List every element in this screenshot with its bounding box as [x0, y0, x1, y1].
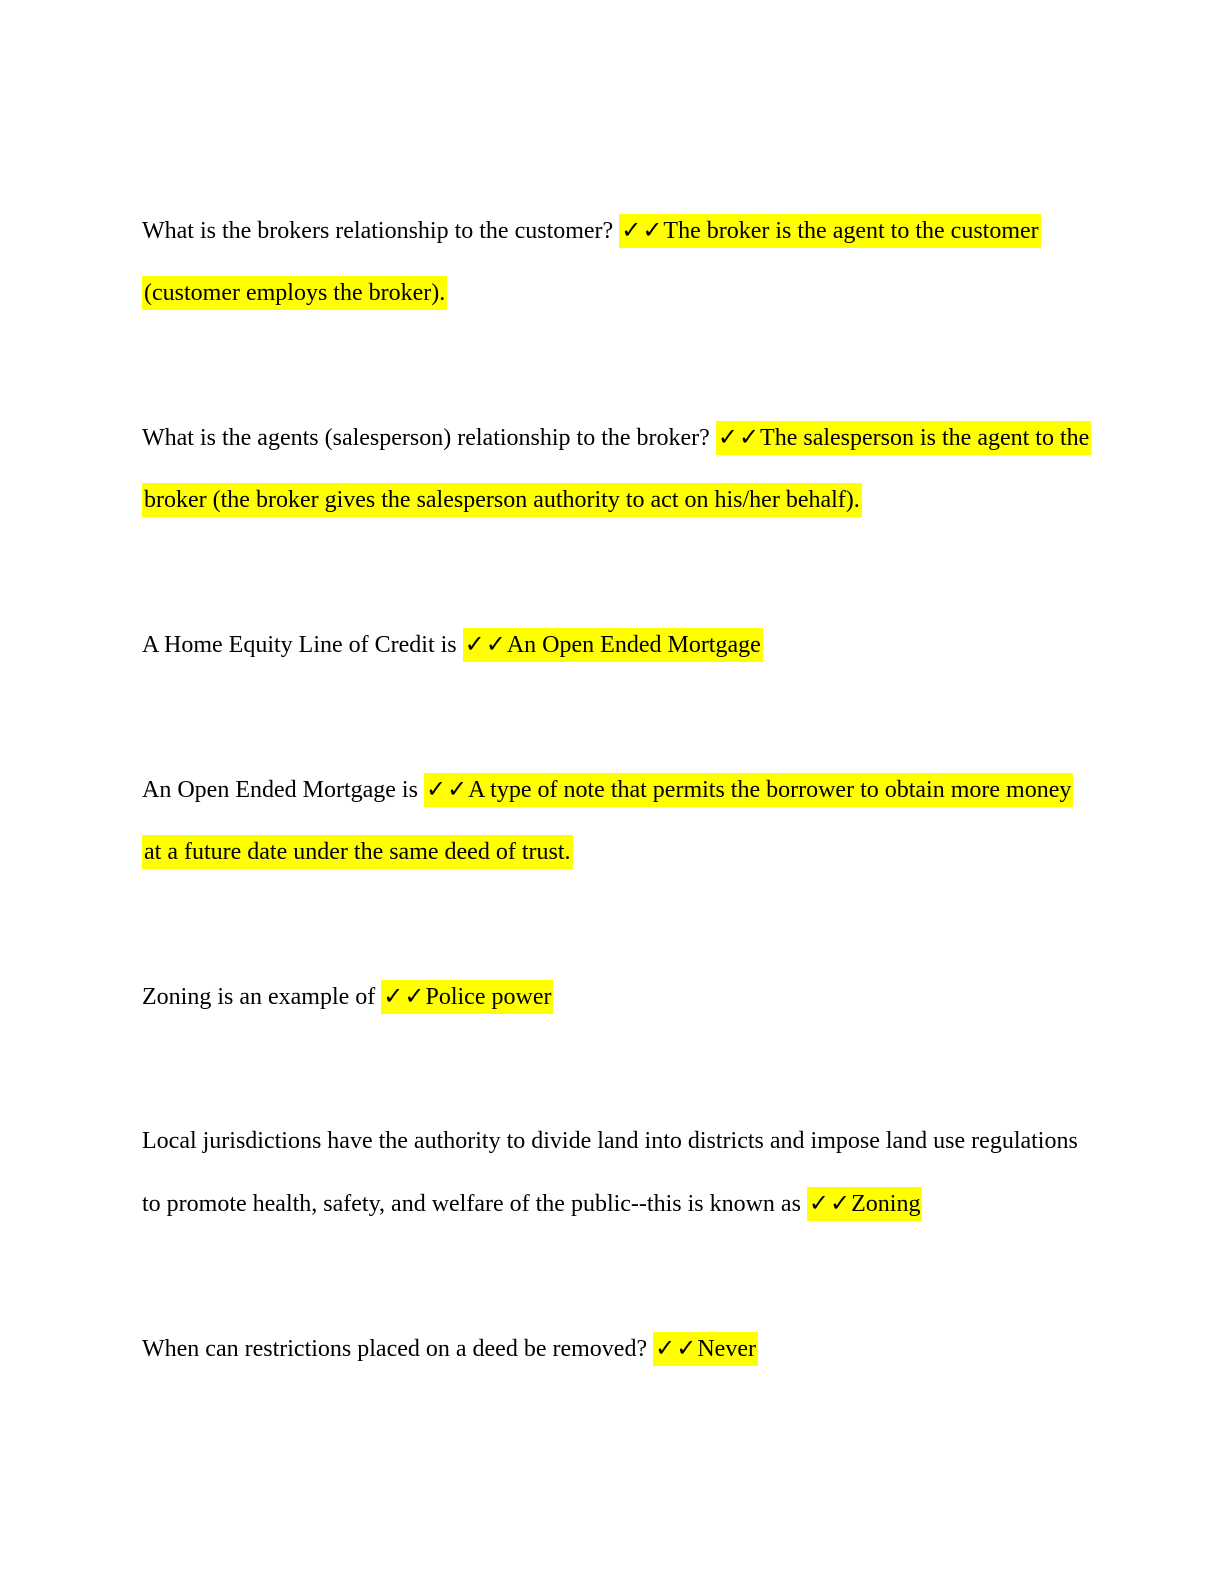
answer-text: A type of note that permits the borrower to obtain more money at a future date under the same deed of trust.	[144, 777, 1072, 865]
question-text: Local jurisdictions have the authority to divide land into districts and impose land use regulations to promote health, safety, and welfare of the public--this is known as	[142, 1128, 1078, 1217]
qa-item	[142, 1317, 1094, 1380]
qa-list	[142, 199, 1094, 1380]
answer-text: An Open Ended Mortgage	[506, 632, 761, 658]
qa-item	[142, 1110, 1094, 1235]
question-text: What is the brokers relationship to the customer?	[142, 218, 620, 244]
qa-item	[142, 965, 1094, 1028]
answer-text: Police power	[425, 984, 552, 1010]
checkmarks-icon: ✓✓	[621, 216, 664, 244]
checkmarks-icon: ✓✓	[655, 1334, 698, 1362]
question-text: When can restrictions placed on a deed be removed?	[142, 1336, 654, 1362]
question-text: An Open Ended Mortgage is	[142, 777, 424, 803]
checkmarks-icon: ✓✓	[425, 775, 469, 803]
question-text: Zoning is an example of	[142, 984, 382, 1010]
highlighted-answer	[463, 628, 763, 662]
highlighted-answer	[381, 980, 553, 1014]
checkmarks-icon: ✓✓	[808, 1189, 852, 1217]
question-text: A Home Equity Line of Credit is	[142, 632, 463, 658]
checkmarks-icon: ✓✓	[464, 630, 507, 658]
highlighted-answer	[807, 1187, 923, 1221]
qa-item	[142, 758, 1094, 883]
answer-text: The broker is the agent to the customer (customer employs the broker).	[144, 218, 1039, 306]
question-text: What is the agents (salesperson) relationship to the broker?	[142, 425, 716, 451]
answer-text: The salesperson is the agent to the broker (the broker gives the salesperson authority to act on his/her behalf).	[144, 425, 1090, 513]
qa-item	[142, 613, 1094, 676]
answer-text: Zoning	[851, 1191, 921, 1217]
qa-item	[142, 199, 1094, 324]
qa-item	[142, 406, 1094, 531]
checkmarks-icon: ✓✓	[383, 982, 426, 1010]
highlighted-answer	[653, 1332, 758, 1366]
answer-text: Never	[697, 1336, 756, 1362]
checkmarks-icon: ✓✓	[717, 423, 761, 451]
